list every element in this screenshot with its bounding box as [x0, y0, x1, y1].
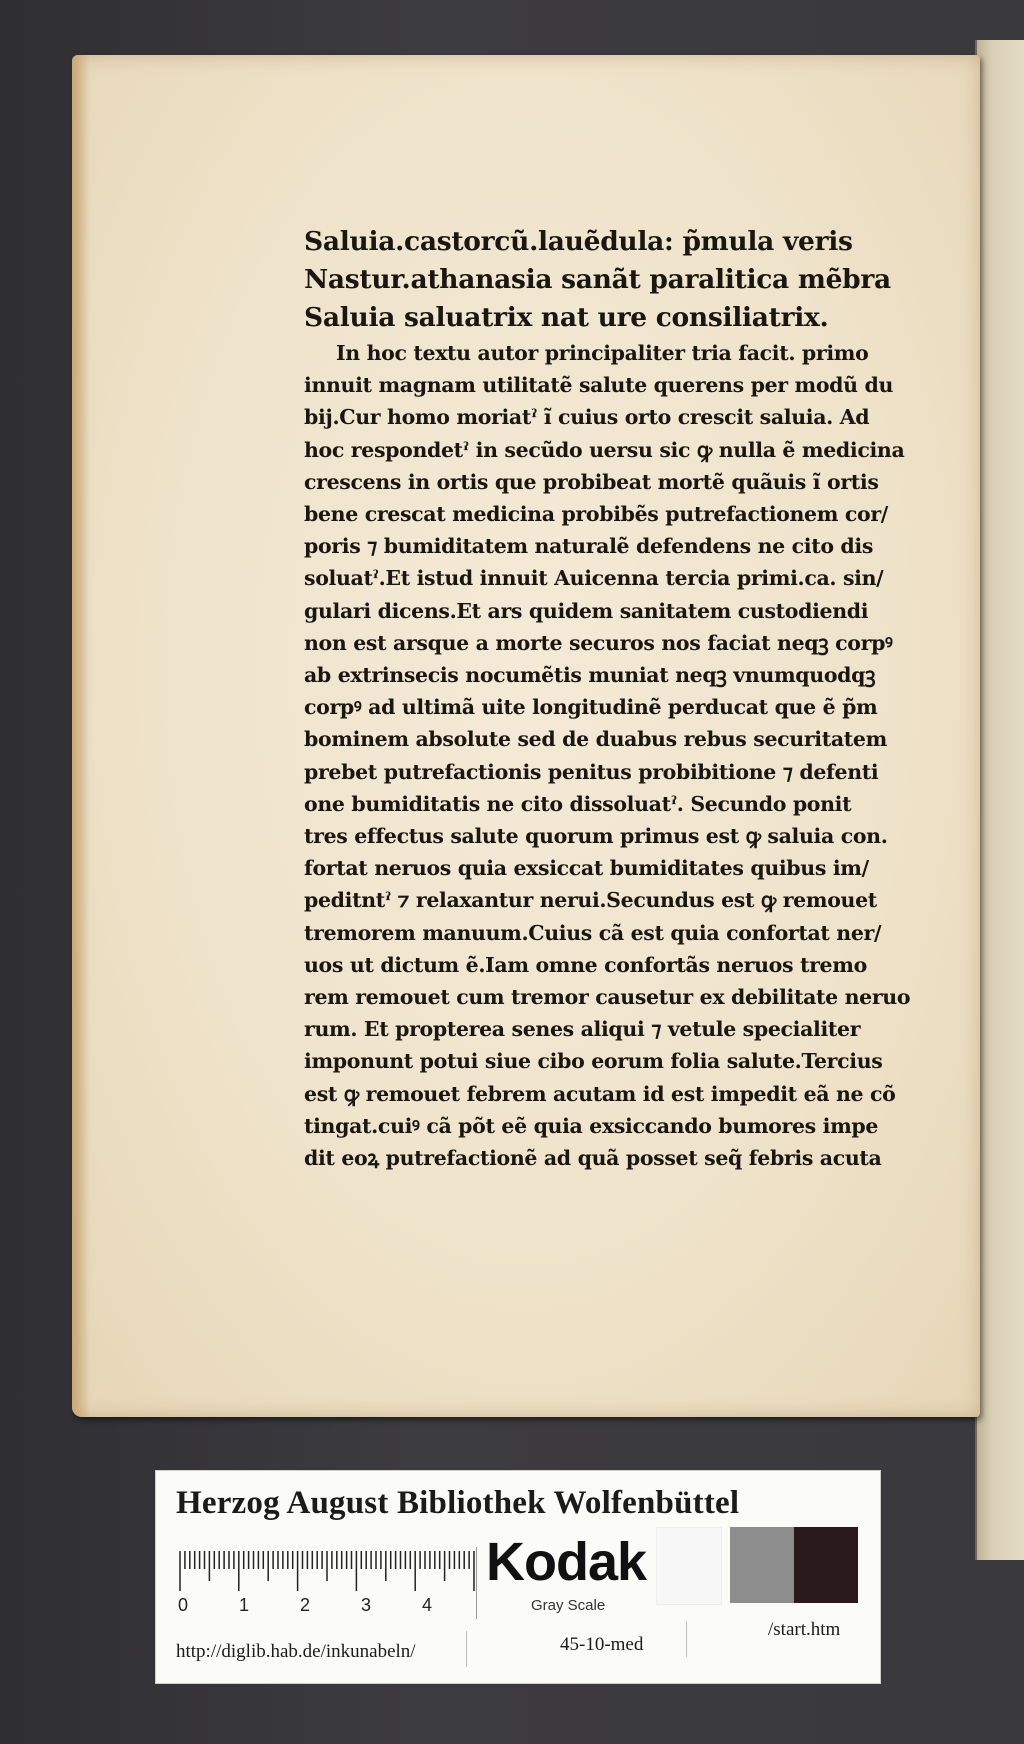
text-line: uos ut dictum ẽ.Iam omne confortãs neruos tremo: [304, 952, 867, 977]
text-line: innuit magnam utilitatẽ salute querens per modũ du: [304, 373, 894, 398]
text-line: bominem absolute sed de duabus rebus securitatem: [304, 727, 887, 752]
text-line: rem remouet cum tremor causetur ex debilitate neruo: [304, 985, 911, 1010]
ruler-number: 0: [178, 1595, 189, 1615]
text-line: rum. Et propterea senes aliqui ⁊ vetule specialiter: [304, 1017, 861, 1042]
text-line: tres effectus salute quorum primus est ꝙ saluia con.: [304, 824, 888, 849]
text-line: crescens in ortis que probibeat mortẽ quãuis ĩ ortis: [304, 469, 879, 494]
verse-line-3: Saluia saluatrix nat ure consiliatrix.: [304, 302, 829, 333]
ruler-number: 2: [300, 1595, 311, 1615]
verse-line-2: Nastur.athanasia sanãt paralitica mẽbra: [304, 264, 891, 295]
ruler-number: 1: [239, 1595, 250, 1615]
start-path: /start.htm: [768, 1619, 841, 1640]
gray-scale-label: Gray Scale: [531, 1597, 606, 1614]
text-line: poris ⁊ bumiditatem naturalẽ defendens ne cito dis: [304, 534, 874, 559]
text-line: non est arsque a morte securos nos faciat neqꝫ corpꝰ: [304, 630, 893, 655]
library-color-card: [155, 1470, 881, 1684]
kodak-logo: Kodak: [486, 1532, 647, 1592]
book-page: [72, 55, 980, 1417]
text-line: prebet putrefactionis penitus probibitione ⁊ defenti: [304, 759, 879, 784]
text-line: imponunt potui siue cibo eorum folia salute.Tercius: [304, 1049, 883, 1074]
shelfmark: 45-10-med: [560, 1634, 644, 1655]
text-line: bene crescat medicina probibẽs putrefactionem cor/: [304, 502, 888, 527]
ruler-number: 3: [361, 1595, 372, 1615]
commentary-text: [304, 337, 994, 1174]
gray-swatch: [730, 1527, 794, 1603]
text-line: bij.Cur homo moriatˀ ĩ cuius orto crescit saluia. Ad: [304, 405, 870, 430]
text-line: dit eoꝝ putrefactionẽ ad quã posset seq̃ febris acuta: [304, 1146, 882, 1171]
library-name: Herzog August Bibliothek Wolfenbüttel: [176, 1485, 740, 1521]
text-line: ab extrinsecis nocumẽtis muniat neqꝫ vnumquodqꝫ: [304, 663, 876, 688]
text-line: gulari dicens.Et ars quidem sanitatem custodiendi: [304, 598, 869, 623]
text-line: tingat.cuiꝰ cã põt eẽ quia exsiccando bumores impe: [304, 1113, 879, 1138]
black-swatch: [794, 1527, 858, 1603]
text-line: est ꝙ remouet febrem acutam id est impedit eã ne cõ: [304, 1081, 896, 1106]
text-line: hoc respondetˀ in secũdo uersu sic ꝙ nulla ẽ medicina: [304, 437, 905, 462]
text-line: fortat neruos quia exsiccat bumiditates quibus im/: [304, 856, 869, 881]
ruler-number: 4: [422, 1595, 433, 1615]
text-line: soluatˀ.Et istud innuit Auicenna tercia primi.ca. sin/: [304, 566, 884, 591]
ruler-ticks: [176, 1547, 476, 1597]
text-line: peditntˀ ⁊ relaxantur nerui.Secundus est ꝙ remouet: [304, 888, 877, 913]
white-swatch: [656, 1527, 722, 1605]
divider: [686, 1621, 687, 1657]
measurement-ruler: [176, 1547, 477, 1619]
text-line: corpꝰ ad ultimã uite longitudinẽ perducat que ẽ p̃m: [304, 695, 878, 720]
text-line: one bumiditatis ne cito dissoluatˀ. Secundo ponit: [304, 791, 852, 816]
divider: [466, 1631, 467, 1667]
source-url: http://diglib.hab.de/inkunabeln/: [176, 1641, 416, 1662]
page-text: [304, 223, 994, 1174]
text-line: In hoc textu autor principaliter tria facit. primo: [336, 341, 869, 365]
verse-line-1: Saluia.castorcũ.lauẽdula: p̃mula veris: [304, 226, 853, 257]
text-line: tremorem manuum.Cuius cã est quia confortat ner/: [304, 920, 882, 945]
